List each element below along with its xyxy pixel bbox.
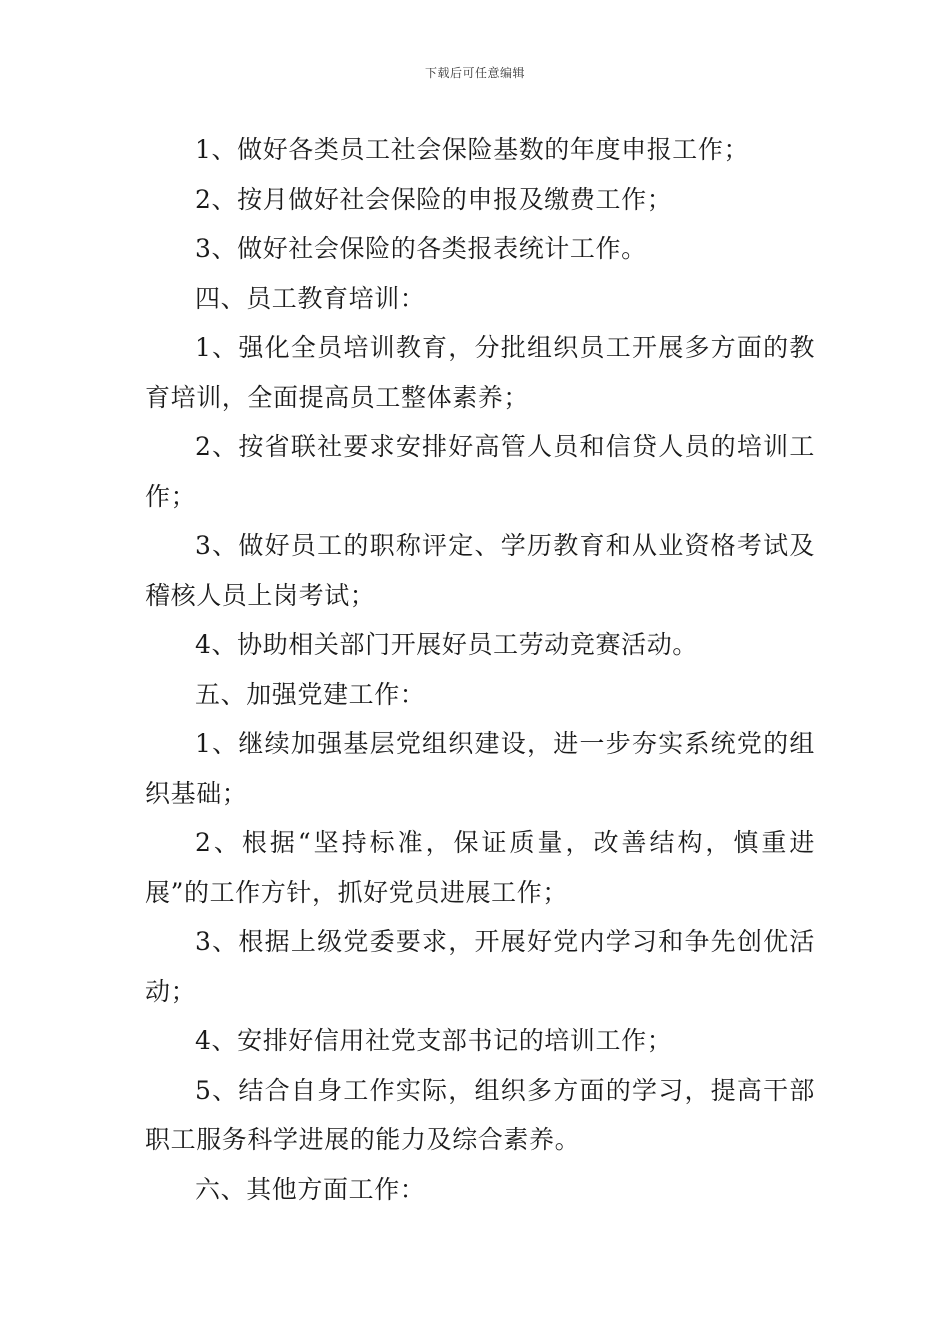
paragraph-secretary-training: 4、安排好信用社党支部书记的培训工作；	[195, 1026, 673, 1055]
paragraph-monthly-declaration: 2、按月做好社会保险的申报及缴费工作；	[195, 184, 673, 214]
paragraph-party-study: 3、根据上级党委要求，开展好党内学习和争先创优活动；	[145, 927, 815, 1006]
paragraph-party-organization: 1、继续加强基层党组织建设，进一步夯实系统党的组织基础；	[145, 729, 815, 808]
paragraph-social-insurance-base: 1、做好各类员工社会保险基数的年度申报工作；	[195, 135, 750, 164]
paragraph-labor-competition: 4、协助相关部门开展好员工劳动竞赛活动。	[195, 630, 698, 659]
section-heading-party-building: 五、加强党建工作：	[195, 679, 426, 709]
paragraph-training-executives: 2、按省联社要求安排好高管人员和信贷人员的培训工作；	[145, 432, 815, 511]
section-heading-other-work: 六、其他方面工作：	[195, 1174, 426, 1204]
paragraph-qualification-exams: 3、做好员工的职称评定、学历教育和从业资格考试及稽核人员上岗考试；	[145, 531, 815, 610]
paragraph-training-all-staff: 1、强化全员培训教育，分批组织员工开展多方面的教育培训，全面提高员工整体素养；	[145, 333, 815, 412]
paragraph-party-member-development: 2、根据“坚持标准，保证质量，改善结构，慎重进展”的工作方针，抓好党员进展工作；	[145, 828, 815, 907]
document-body	[145, 125, 815, 1214]
page-header: 下载后可任意编辑	[424, 66, 525, 80]
paragraph-cadre-study: 5、结合自身工作实际，组织多方面的学习，提高干部职工服务科学进展的能力及综合素养。	[145, 1075, 815, 1154]
section-heading-training: 四、员工教育培训：	[195, 283, 426, 313]
paragraph-report-statistics: 3、做好社会保险的各类报表统计工作。	[195, 234, 647, 263]
